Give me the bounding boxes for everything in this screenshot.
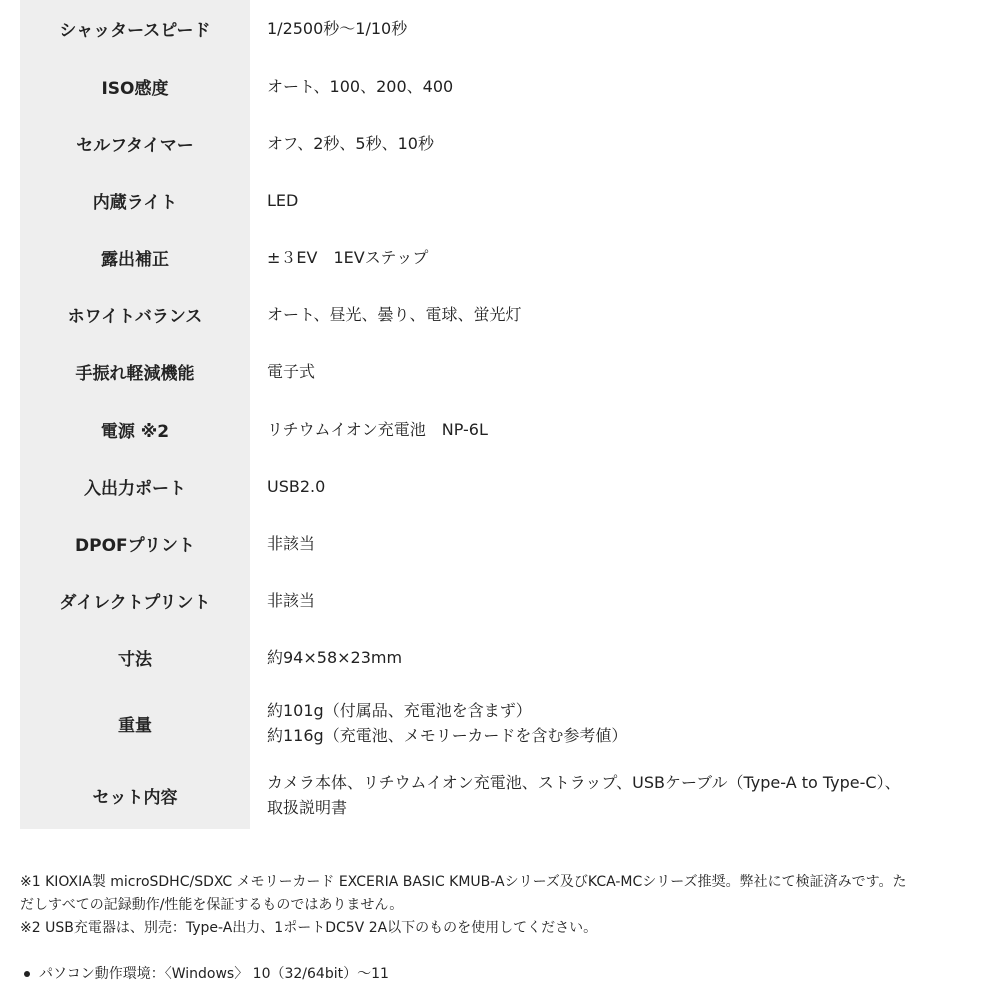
spec-value-line: 電子式 bbox=[267, 362, 316, 381]
spec-value bbox=[250, 286, 1000, 343]
spec-label: セット内容 bbox=[20, 761, 250, 829]
spec-value bbox=[250, 458, 1000, 515]
spec-row-dimensions bbox=[20, 629, 1000, 685]
spec-row-white-balance bbox=[20, 286, 1000, 343]
spec-value bbox=[250, 57, 1000, 115]
spec-row-shutter-speed bbox=[20, 0, 1000, 57]
spec-value-line: ±３EV 1EVステップ bbox=[267, 248, 429, 267]
spec-row-iso bbox=[20, 57, 1000, 115]
spec-row-package-contents bbox=[20, 761, 1000, 829]
spec-label: 寸法 bbox=[20, 629, 250, 685]
spec-row-self-timer bbox=[20, 115, 1000, 172]
spec-row-light bbox=[20, 172, 1000, 229]
spec-table bbox=[20, 0, 1000, 829]
spec-label: DPOFプリント bbox=[20, 515, 250, 572]
spec-value bbox=[250, 229, 1000, 286]
spec-value bbox=[250, 761, 1000, 829]
spec-value-line: オート、昼光、曇り、電球、蛍光灯 bbox=[267, 305, 522, 324]
spec-row-power bbox=[20, 400, 1000, 458]
spec-label: ホワイトバランス bbox=[20, 286, 250, 343]
spec-row-direct-print bbox=[20, 572, 1000, 629]
footnote-2: ※2 USB充電器は、別売：Type-A出力、1ポートDC5V 2A以下のものを使用してください。 bbox=[20, 920, 598, 936]
spec-value-line: LED bbox=[267, 191, 299, 210]
bullet-text: パソコン動作環境：〈Windows〉 10（32/64bit）〜11 bbox=[39, 966, 389, 982]
spec-value-line: 約101g（付属品、充電池を含まず） bbox=[267, 701, 532, 720]
bullet-item bbox=[20, 963, 389, 985]
spec-row-exposure bbox=[20, 229, 1000, 286]
spec-value-line: オフ、2秒、5秒、10秒 bbox=[267, 134, 434, 153]
spec-value-line: リチウムイオン充電池 NP-6L bbox=[267, 419, 488, 439]
spec-value-line: オート、100、200、400 bbox=[267, 76, 454, 96]
spec-row-io-port bbox=[20, 458, 1000, 515]
spec-label: 内蔵ライト bbox=[20, 172, 250, 229]
spec-value bbox=[250, 0, 1000, 57]
spec-row-stabilization bbox=[20, 343, 1000, 400]
spec-label: シャッタースピード bbox=[20, 0, 250, 57]
spec-row-dpof bbox=[20, 515, 1000, 572]
spec-value bbox=[250, 172, 1000, 229]
spec-label: 手振れ軽減機能 bbox=[20, 343, 250, 400]
spec-value-line: USB2.0 bbox=[267, 477, 326, 496]
spec-label: ISO感度 bbox=[20, 57, 250, 115]
footnotes bbox=[20, 871, 1000, 940]
spec-value bbox=[250, 400, 1000, 458]
spec-value bbox=[250, 685, 1000, 761]
spec-value bbox=[250, 629, 1000, 685]
spec-value bbox=[250, 343, 1000, 400]
footnote-1-line-1: ※1 KIOXIA製 microSDHC/SDXC メモリーカード EXCERIA BASIC KMUB-Aシリーズ及びKCA-MCシリーズ推奨。弊社にて検証済みです。た bbox=[20, 874, 907, 890]
spec-value-line: カメラ本体、リチウムイオン充電池、ストラップ、USBケーブル（Type-A to Type-C）、 bbox=[267, 773, 901, 792]
spec-label: 重量 bbox=[20, 685, 250, 761]
spec-label: 入出力ポート bbox=[20, 458, 250, 515]
spec-value-line: 非該当 bbox=[267, 534, 316, 553]
spec-label: ダイレクトプリント bbox=[20, 572, 250, 629]
spec-value bbox=[250, 515, 1000, 572]
spec-value-line: 1/2500秒〜1/10秒 bbox=[267, 19, 408, 38]
spec-value-line: 非該当 bbox=[267, 591, 316, 610]
spec-label: 電源 ※2 bbox=[20, 400, 250, 458]
footnote-1-line-2: だしすべての記録動作/性能を保証するものではありません。 bbox=[20, 897, 404, 913]
spec-value-line: 約94×58×23mm bbox=[267, 647, 403, 667]
spec-row-weight bbox=[20, 685, 1000, 761]
spec-value bbox=[250, 115, 1000, 172]
spec-label: 露出補正 bbox=[20, 229, 250, 286]
spec-label: セルフタイマー bbox=[20, 115, 250, 172]
spec-value-line: 約116g（充電池、メモリーカードを含む参考値） bbox=[267, 726, 628, 745]
bullet-dot-icon bbox=[24, 971, 30, 977]
spec-value-line: 取扱説明書 bbox=[267, 798, 348, 817]
spec-value bbox=[250, 572, 1000, 629]
